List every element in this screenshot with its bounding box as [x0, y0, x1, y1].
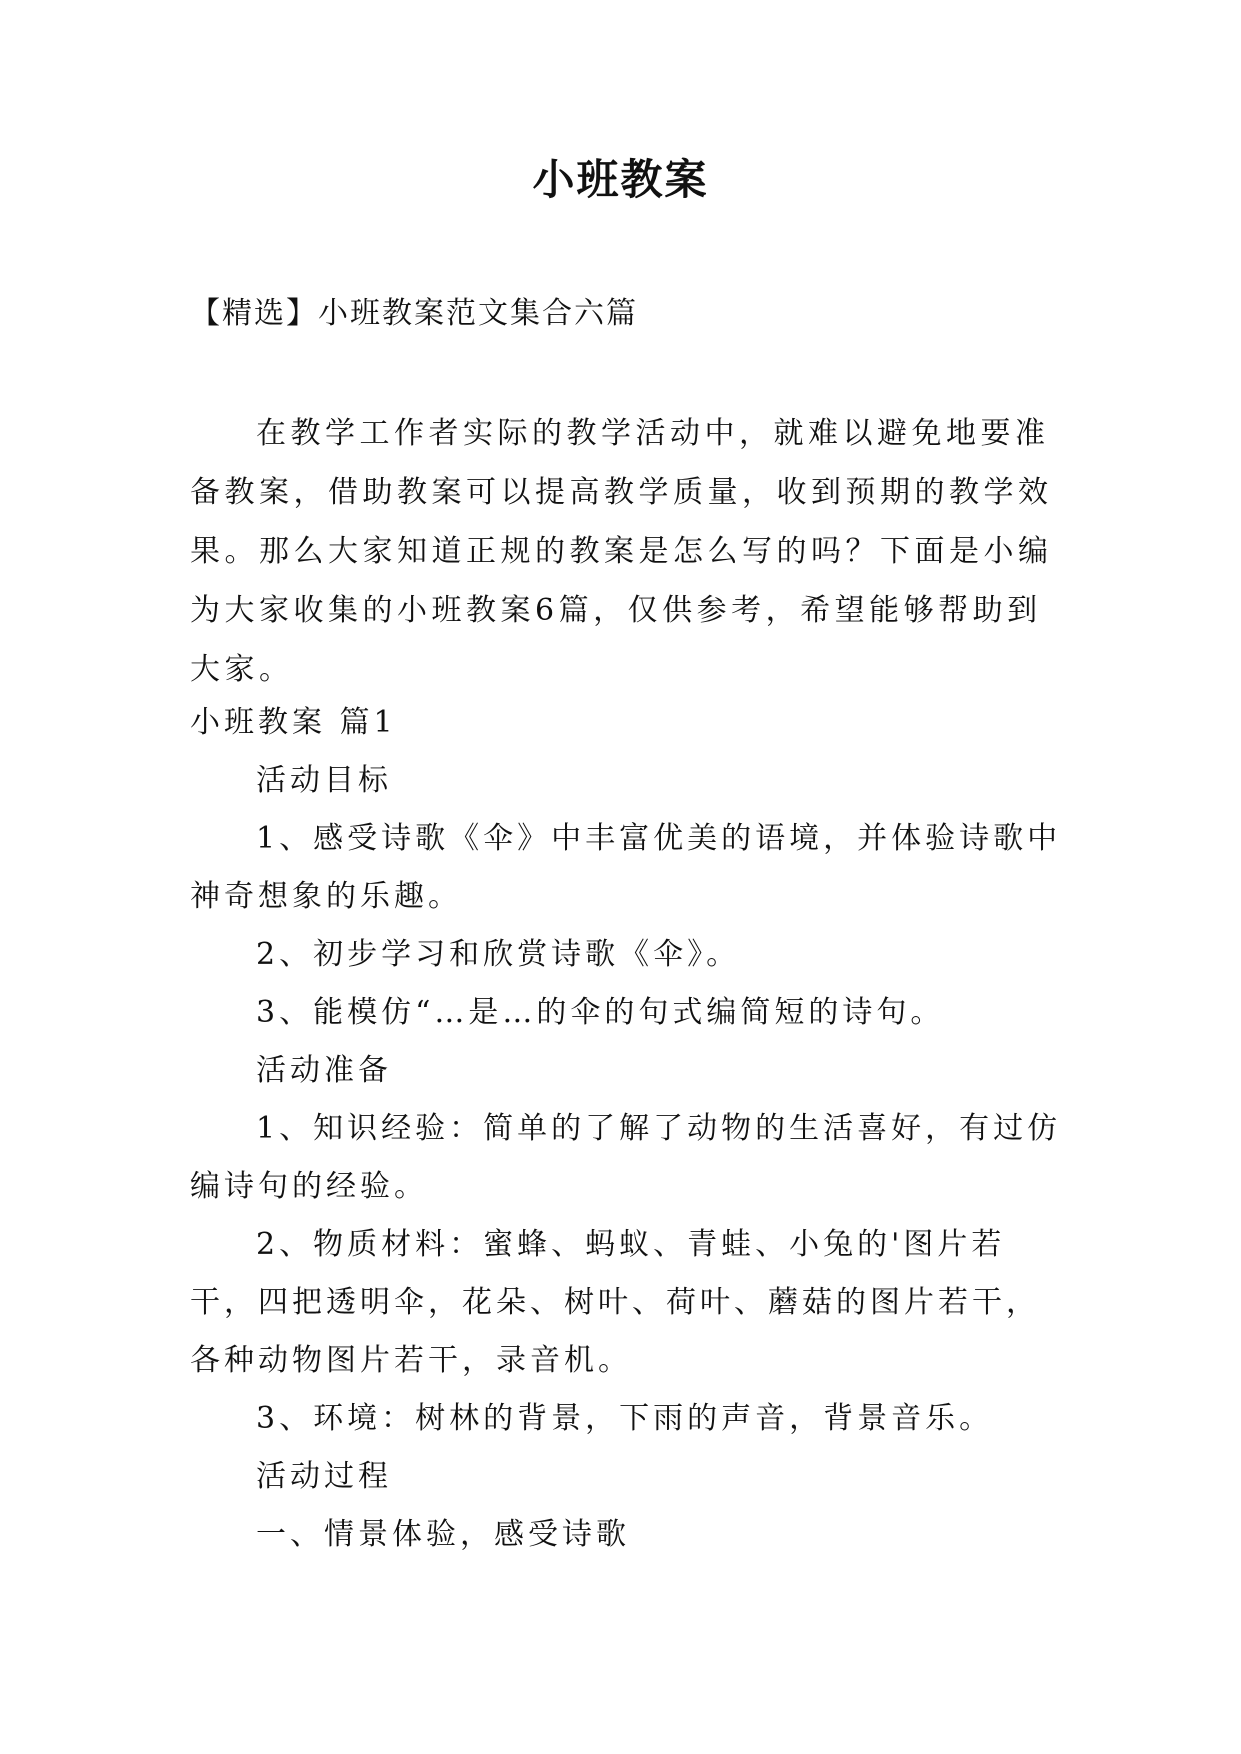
document-title: 小班教案: [532, 155, 709, 204]
preparation-item-3: 3、环境：树林的背景，下雨的声音，背景音乐。: [256, 1401, 994, 1436]
preparation-item-1: 1、知识经验：简单的了解了动物的生活喜好，有过仿编诗句的经验。: [190, 1111, 1062, 1204]
section-heading-lesson-1: 小班教案 篇1: [190, 705, 397, 740]
intro-paragraph: 在教学工作者实际的教学活动中，就难以避免地要准备教案，借助教案可以提高教学质量，收到预期的教学效果。那么大家知道正规的教案是怎么写的吗？下面是小编为大家收集的小班教案6篇，仅供参考，希望能够帮助到大家。: [190, 416, 1053, 687]
lesson-content: [190, 694, 1070, 1564]
goal-item-1: 1、感受诗歌《伞》中丰富优美的语境，并体验诗歌中神奇想象的乐趣。: [190, 821, 1062, 914]
process-step-1: 一、情景体验，感受诗歌: [256, 1517, 630, 1552]
heading-activity-process: 活动过程: [256, 1459, 392, 1494]
preparation-item-2: 2、物质材料：蜜蜂、蚂蚁、青蛙、小兔的'图片若干，四把透明伞，花朵、树叶、荷叶、蘑菇的图片若干，各种动物图片若干，录音机。: [190, 1227, 1040, 1378]
document-subtitle: 【精选】小班教案范文集合六篇: [190, 296, 638, 331]
goal-item-2: 2、初步学习和欣赏诗歌《伞》。: [256, 937, 741, 972]
heading-activity-goals: 活动目标: [256, 763, 392, 798]
goal-item-3: 3、能模仿“…是…的伞的句式编简短的诗句。: [256, 995, 945, 1030]
heading-activity-preparation: 活动准备: [256, 1053, 392, 1088]
